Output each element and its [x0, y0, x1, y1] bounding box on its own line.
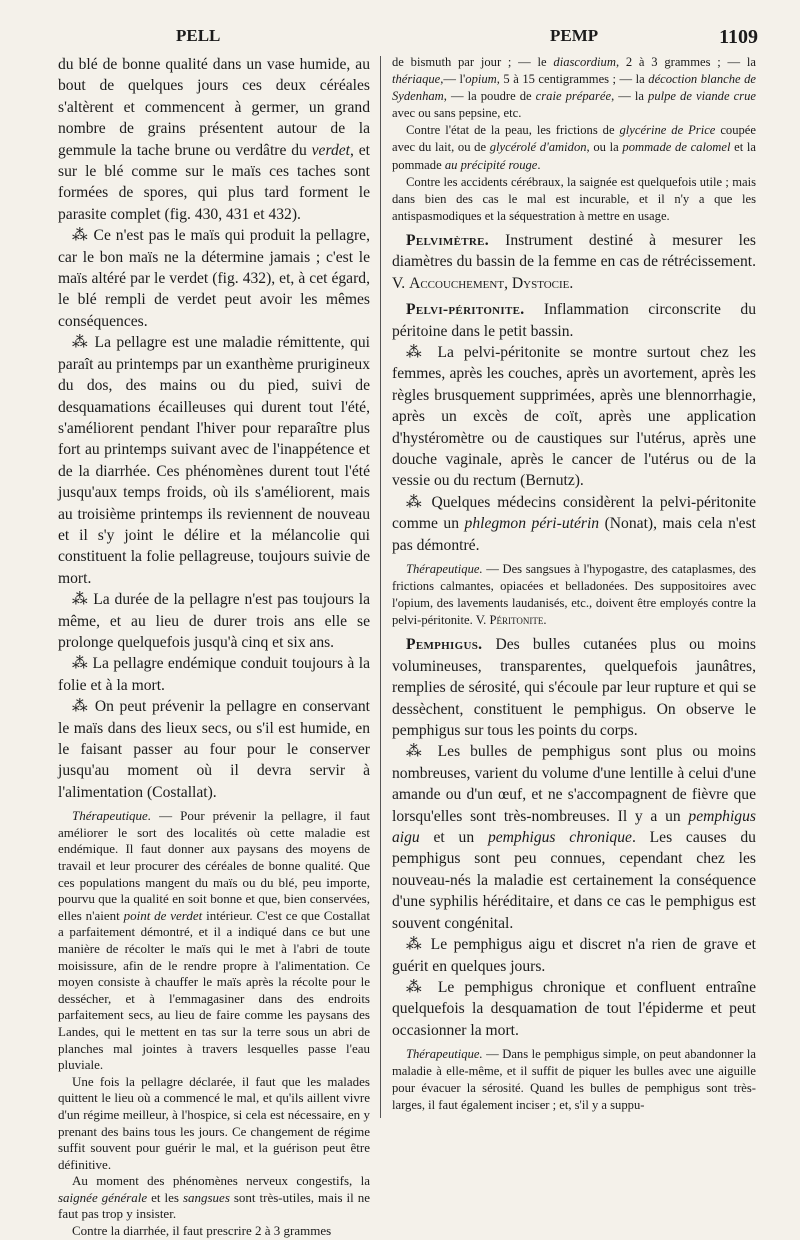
text-columns — [58, 54, 790, 1239]
right-column — [392, 54, 756, 1124]
paragraph: ⁂ Ce n'est pas le maïs qui produit la pellagre, car le bon maïs ne la détermine jamais ; c'est le maïs altéré par le verdet (fig. 432), et, à cet égard, le blé rempli de verdet peut avoir les mêmes conséquences. — [58, 227, 370, 330]
therapeutics-paragraph: Thérapeutique. — Dans le pemphigus simple, on peut abandonner la maladie à elle-même, et il suffit de piquer les bulles avec une aiguille pour évacuer la sérosité. Quand les bulles de pemphigus sont très-larges, il faut également inciser ; et, s'il y a suppu- — [392, 1047, 756, 1113]
therapeutics-paragraph: Contre la diarrhée, il faut prescrire 2 à 3 grammes — [72, 1223, 332, 1239]
therapeutics-paragraph: Thérapeutique. — Pour prévenir la pellagre, il faut améliorer le sort des localités où cette maladie est endémique. Il faut donner aux paysans des moyens de travail et leur procurer des céréales de bonne qualité. Que ces populations mangent du maïs ou du blé, peu importe, pourvu que la qualité en soit bonne et que, bien conservées, elles n'aient point de verdet intérieur. C'est ce que Costallat a parfaitement démontré, et il a indiqué dans ce but une manière de récolter le maïs qui le met à l'abri de toute moisissure, afin de le rendre propre à l'alimentation. Ce moyen consiste à chauffer le maïs après la récolte pour le dessécher, et à l'emmagasiner dans des endroits parfaitement secs, au lieu de faire comme les paysans des Landes, qui le mettent en tas sur la terre sous un abri de planches mal jointes à travers lesquelles passe l'eau pluviale. — [58, 808, 370, 1073]
entry-headword: Pemphigus. — [406, 636, 483, 654]
paragraph: ⁂ Quelques médecins considèrent la pelvi-péritonite comme un phlegmon péri-utérin (Nonat), mais cela n'est pas démontré. — [392, 493, 756, 554]
paragraph: ⁂ La pellagre est une maladie rémittente, qui paraît au printemps par un exanthème prurigineux du dos, des mains ou du pied, suivi de desquamations écailleuses qui durent tout l'été, s'améliorent pendant l'hiver pour reparaître plus fort au printemps suivant avec de l'inappétence et de la diarrhée. Ces phénomènes durent tout l'été jusqu'aux temps froids, où ils s'améliorent, mais au troisième printemps ils reviennent de nouveau et il s'y joint le délire et la mélancolie qui constituent la folie pellagreuse, toujours suivie de mort. — [58, 334, 370, 587]
therapeutics-label: Thérapeutique. — [72, 808, 152, 824]
entry-pelvimetre: Pelvimètre. Instrument destiné à mesurer les diamètres du bassin de la femme en cas de rétrécissement. V. Accouchement, Dystocie. — [392, 231, 756, 292]
entry-pelvi-peritonite: Pelvi-péritonite. Inflammation circonscrite du péritoine dans le petit bassin. — [392, 301, 756, 340]
paragraph: ⁂ La pellagre endémique conduit toujours à la folie et à la mort. — [58, 655, 370, 694]
paragraph: ⁂ Le pemphigus aigu et discret n'a rien de grave et guérit en quelques jours. — [392, 936, 756, 975]
therapeutics-paragraph: Contre les accidents cérébraux, la saignée est quelquefois utile ; mais dans bien des cas le mal est incurable, et il n'y a que les antispasmodiques et la séquestration à mettre en usage. — [392, 174, 756, 223]
header-left-word: PELL — [176, 26, 221, 45]
entry-headword: Pelvi-péritonite. — [406, 301, 525, 319]
column-divider — [380, 56, 381, 1118]
header-center-word: PEMP — [550, 26, 599, 45]
paragraph: ⁂ Les bulles de pemphigus sont plus ou moins nombreuses, varient du volume d'une lentille à celui d'une amande ou d'un œuf, et ne s'accompagnent de fièvre que lorsqu'elles sont très-nombreuses. Il y a un pemphigus aigu et un pemphigus chronique. Les causes du pemphigus sont peu connues, cependant chez les nouveau-nés la maladie est certainement la conséquence d'une syphilis héréditaire, et dans ce cas le pemphigus est souvent congénital. — [392, 743, 756, 932]
paragraph: ⁂ On peut prévenir la pellagre en conservant le maïs dans des lieux secs, ou s'il est humide, en le faisant passer au four pour le conserver jusqu'au moment où il devra servir à l'alimentation (Costallat). — [58, 698, 370, 801]
paragraph: ⁂ La durée de la pellagre n'est pas toujours la même, et au lieu de durer trois ans elle se prolonge quelquefois jusqu'à cinq et six ans. — [58, 591, 370, 651]
paragraph: ⁂ Le pemphigus chronique et confluent entraîne quelquefois la desquamation de tout l'épiderme et peut occasionner la mort. — [392, 978, 756, 1039]
cross-reference: Dystocie — [511, 274, 570, 292]
cross-reference: Accouchement — [409, 274, 505, 292]
therapeutics-paragraph: Contre l'état de la peau, les frictions de glycérine de Price coupée avec du lait, ou de glycérolé d'amidon, ou la pommade de calomel et la pommade au précipité rouge. — [392, 123, 756, 172]
entry-pemphigus: Pemphigus. Des bulles cutanées plus ou moins volumineuses, transparentes, quelquefois jaunâtres, remplies de sérosité, qui s'écoule par leur rupture et qui se dessèchent, constituent le pemphigus. On observe le pemphigus sur tous les points du corps. — [392, 636, 756, 740]
therapeutics-paragraph: de bismuth par jour ; — le diascordium, 2 à 3 grammes ; — la thériaque,— l'opium, 5 à 15 centigrammes ; — la décoction blanche de Sydenham, — la poudre de craie préparée, — la pulpe de viande crue avec ou sans pepsine, etc. — [392, 55, 756, 121]
therapeutics-paragraph: Thérapeutique. — Des sangsues à l'hypogastre, des cataplasmes, des frictions calmantes, opiacées et belladonées. Des suppositoires avec l'opium, des lavements laudanisés, etc., doivent être employés contre la pelvi-péritonite. V. Péritonite. — [392, 562, 756, 628]
left-column — [58, 54, 371, 1239]
therapeutics-paragraph: Une fois la pellagre déclarée, il faut que les malades quittent le lieu où a commencé le mal, et qu'ils aillent vivre d'un régime meilleur, à l'hospice, si cela est nécessaire, en y prenant des bains tous les jours. Ce changement de régime suffit souvent pour guérir le mal, et la guérison peut être définitive. — [58, 1073, 370, 1172]
page-number: 1109 — [719, 26, 758, 48]
cross-reference: Péritonite — [489, 613, 544, 628]
therapeutics-paragraph: Au moment des phénomènes nerveux congestifs, la saignée générale et les sangsues sont très-utiles, mais il ne faut pas trop y insister. — [58, 1173, 371, 1222]
therapeutics-label: Thérapeutique. — [406, 1047, 483, 1062]
entry-headword: Pelvimètre. — [406, 231, 489, 249]
paragraph: du blé de bonne qualité dans un vase humide, au bout de quelques jours ces deux céréales s'altèrent et commencent à germer, un grand nombre de grains présentent autour de la gemmule la tache brune ou verdâtre du verdet, et sur le blé comme sur le maïs ces taches sont formées de spores, qui plus tard forment le parasite complet (fig. 430, 431 et 432). — [58, 56, 370, 223]
paragraph: ⁂ La pelvi-péritonite se montre surtout chez les femmes, après les couches, après un avortement, après les règles brusquement supprimées, après une blennorrhagie, après un excès de coït, après une application d'hystéromètre ou de caustiques sur l'utérus, après une douche vaginale, après le cancer de l'utérus ou de la vessie ou du rectum (Bernutz). — [392, 343, 756, 490]
therapeutics-label: Thérapeutique. — [406, 562, 483, 577]
running-header — [58, 26, 790, 52]
